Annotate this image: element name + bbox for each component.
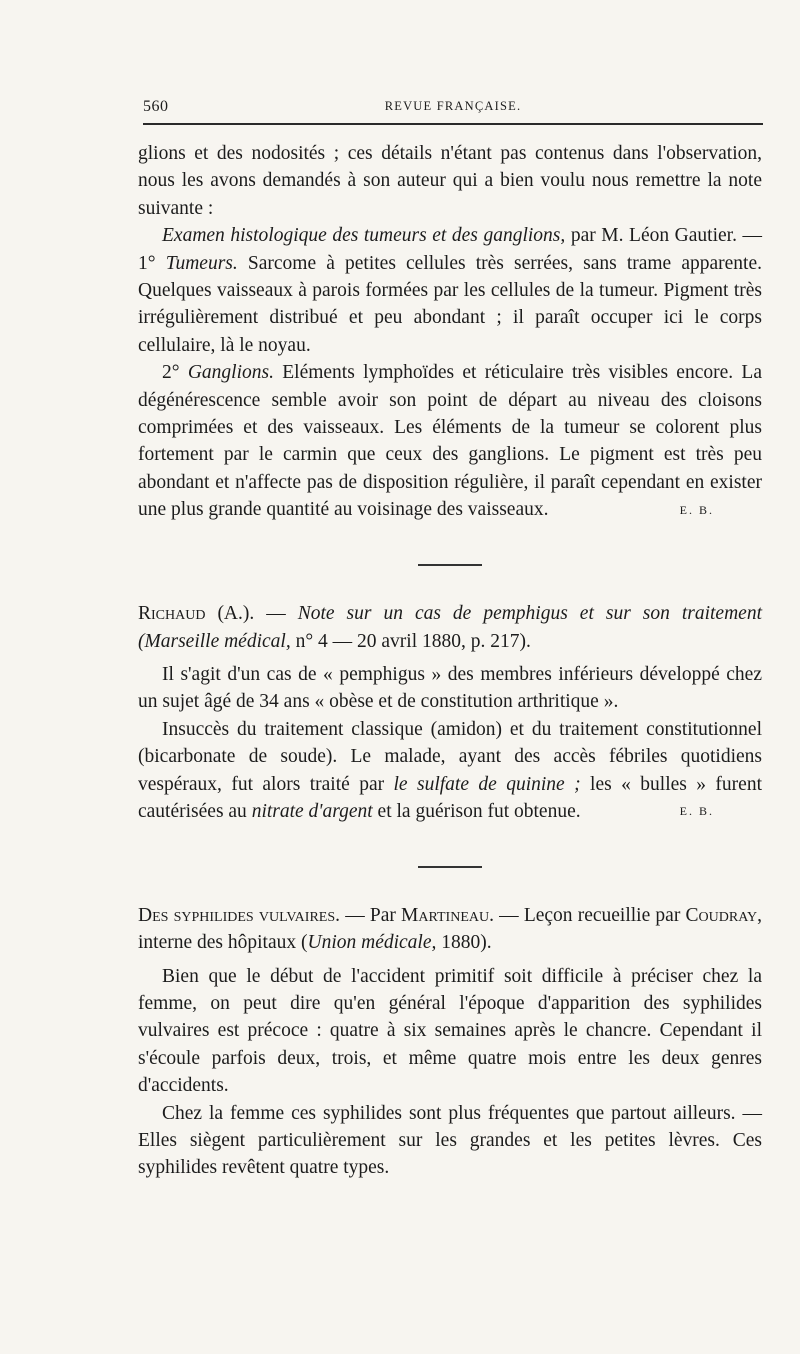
section1-para2: Examen histologique des tumeurs et des ganglions, par M. Léon Gautier. — 1° Tumeurs. Sarcome à petites cellules très serrées, sans trame apparente. Quelques vaisseaux à parois formées par les cellules de la tumeur. Pigment très irrégulièrement distribué et peu abondant ; il paraît occuper ici le corps cellulaire, là le noyau. (138, 225, 763, 356)
article-body (138, 140, 762, 1182)
author-name: Richaud (138, 603, 206, 625)
section-divider (418, 866, 482, 868)
author-name: Martineau. (401, 904, 494, 926)
page-header (143, 98, 763, 122)
running-title: REVUE FRANÇAISE. (384, 99, 522, 113)
section3-heading: Des syphilides vulvaires. — Par Martineau. — Leçon recueillie par Coudray, interne des hôpitaux (Union médicale, 1880). (138, 904, 763, 954)
article-title: Note sur un cas de pemphigus et sur son traitement (Marseille médical, (138, 603, 762, 652)
section1-para3: 2° Ganglions. Eléments lymphoïdes et réticulaire très visibles encore. La dégénérescence semble avoir son point de départ au niveau des cloisons comprimées et des vaisseaux. Les éléments de la tumeur se colorent plus fortement par le carmin que ceux des ganglions. Le pigment est très peu abondant et n'affecte pas de disposition régulière, il paraît cependant en exister une plus grande quantité au voisinage des vaisseaux. (138, 362, 762, 521)
section1-para1: glions et des nodosités ; ces détails n'étant pas contenus dans l'observation, nous les avons demandés à son auteur qui a bien voulu nous remettre la note suivante : (138, 143, 762, 219)
section3-para1: Bien que le début de l'accident primitif soit difficile à préciser chez la femme, on peut dire qu'en général l'époque d'apparition des syphilides vulvaires est précoce : quatre à six semaines après le chancre. Cependant il s'écoule parfois deux, trois, et même quatre mois entre les deux genres d'accidents. (138, 965, 762, 1097)
signature: E. B. (679, 804, 714, 819)
section-divider (418, 564, 482, 566)
section2-para2: Insuccès du traitement classique (amidon) et du traitement constitutionnel (bicarbonate de soude). Le malade, ayant des accès fébriles quotidiens vespéraux, fut alors traité par le sulfate de quinine ; les « bulles » furent cautérisées au nitrate d'argent et la guérison fut obtenue. (138, 718, 762, 822)
section2-heading: Richaud (A.). — Note sur un cas de pemphigus et sur son traitement (Marseille médical, n° 4 — 20 avril 1880, p. 217). (138, 603, 762, 652)
signature: E. B. (679, 502, 714, 517)
section2-para1: Il s'agit d'un cas de « pemphigus » des membres inférieurs développé chez un sujet âgé de 34 ans « obèse et de constitution arthritique ». (138, 663, 762, 713)
section3-para2: Chez la femme ces syphilides sont plus fréquentes que partout ailleurs. — Elles siègent particulièrement sur les grandes et les petites lèvres. Ces syphilides revêtent quatre types. (138, 1102, 762, 1179)
header-rule (143, 123, 763, 125)
page-number: 560 (143, 98, 169, 115)
histology-title: Examen histologique des tumeurs et des ganglions, (162, 225, 566, 247)
